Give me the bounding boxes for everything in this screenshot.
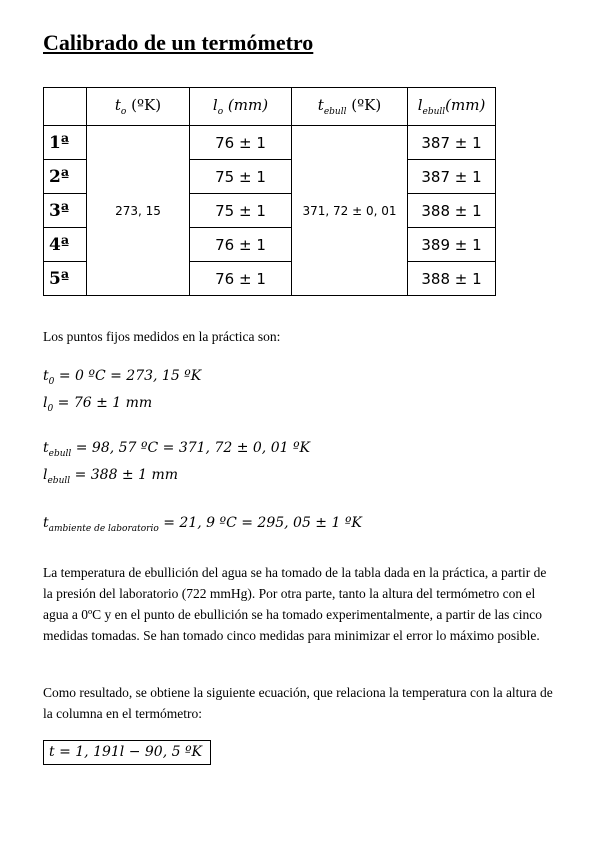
table-row	[44, 126, 496, 160]
l0-cell: 75 ± 1	[190, 194, 292, 228]
equation-l0: $l_0 = 76 \pm 1$ mm	[43, 395, 153, 414]
header-tebull: $t_{ebull}$ (ºK)	[292, 88, 408, 126]
header-corner	[44, 88, 87, 126]
equation-t0: $t_0 = 0$ ºC = 273, 15 ºK	[43, 368, 202, 387]
intro-text: Los puntos fijos medidos en la práctica son:	[43, 329, 281, 344]
result-equation-box	[43, 740, 211, 765]
tebull-value: 371, 72 ± 0, 01	[292, 126, 408, 296]
lebull-cell: 388 ± 1	[408, 262, 496, 296]
l0-cell: 75 ± 1	[190, 160, 292, 194]
page-title: Calibrado de un termómetro	[43, 30, 314, 55]
equation-tebull: $t_{ebull} = 98$, 57 ºC = 371, 72 ± 0, 01 ºK	[43, 440, 311, 459]
l0-cell: 76 ± 1	[190, 228, 292, 262]
l0-cell: 76 ± 1	[190, 126, 292, 160]
calibration-table	[43, 87, 496, 296]
paragraph-result: Como resultado, se obtiene la siguiente ecuación, que relaciona la temperatura con la altura de la columna en el termómetro:	[43, 685, 553, 721]
lebull-cell: 387 ± 1	[408, 160, 496, 194]
row-label: 4ª	[44, 228, 87, 262]
paragraph-method: La temperatura de ebullición del agua se ha tomado de la tabla dada en la práctica, a partir de la presión del laboratorio (722 mmHg). Por otra parte, tanto la altura del termómetro con el agua a 0ºC y en el punto de ebullición se ha tomado experimentalmente, a partir de las cinco medidas tomadas. Se han tomado cinco medidas para minimizar el error lo máximo posible.	[43, 565, 547, 643]
lebull-cell: 389 ± 1	[408, 228, 496, 262]
result-equation: t = 1, 191l − 90, 5 ºK	[49, 744, 203, 760]
row-label: 3ª	[44, 194, 87, 228]
header-lebull: $l_{ebull}(mm)$	[408, 88, 496, 126]
header-l0: $l_o$ (mm)	[190, 88, 292, 126]
lebull-cell: 388 ± 1	[408, 194, 496, 228]
lebull-cell: 387 ± 1	[408, 126, 496, 160]
header-t0: $t_o$ (ºK)	[87, 88, 190, 126]
table-header-row	[44, 88, 496, 126]
l0-cell: 76 ± 1	[190, 262, 292, 296]
row-label: 5ª	[44, 262, 87, 296]
t0-value: 273, 15	[87, 126, 190, 296]
equation-lebull: $l_{ebull} = 388 \pm 1$ mm	[43, 467, 179, 486]
equation-tamb: $t_{ambiente de laboratorio} = 21$, 9 ºC = 295, 05 ± 1 ºK	[43, 515, 362, 534]
row-label: 1ª	[44, 126, 87, 160]
row-label: 2ª	[44, 160, 87, 194]
